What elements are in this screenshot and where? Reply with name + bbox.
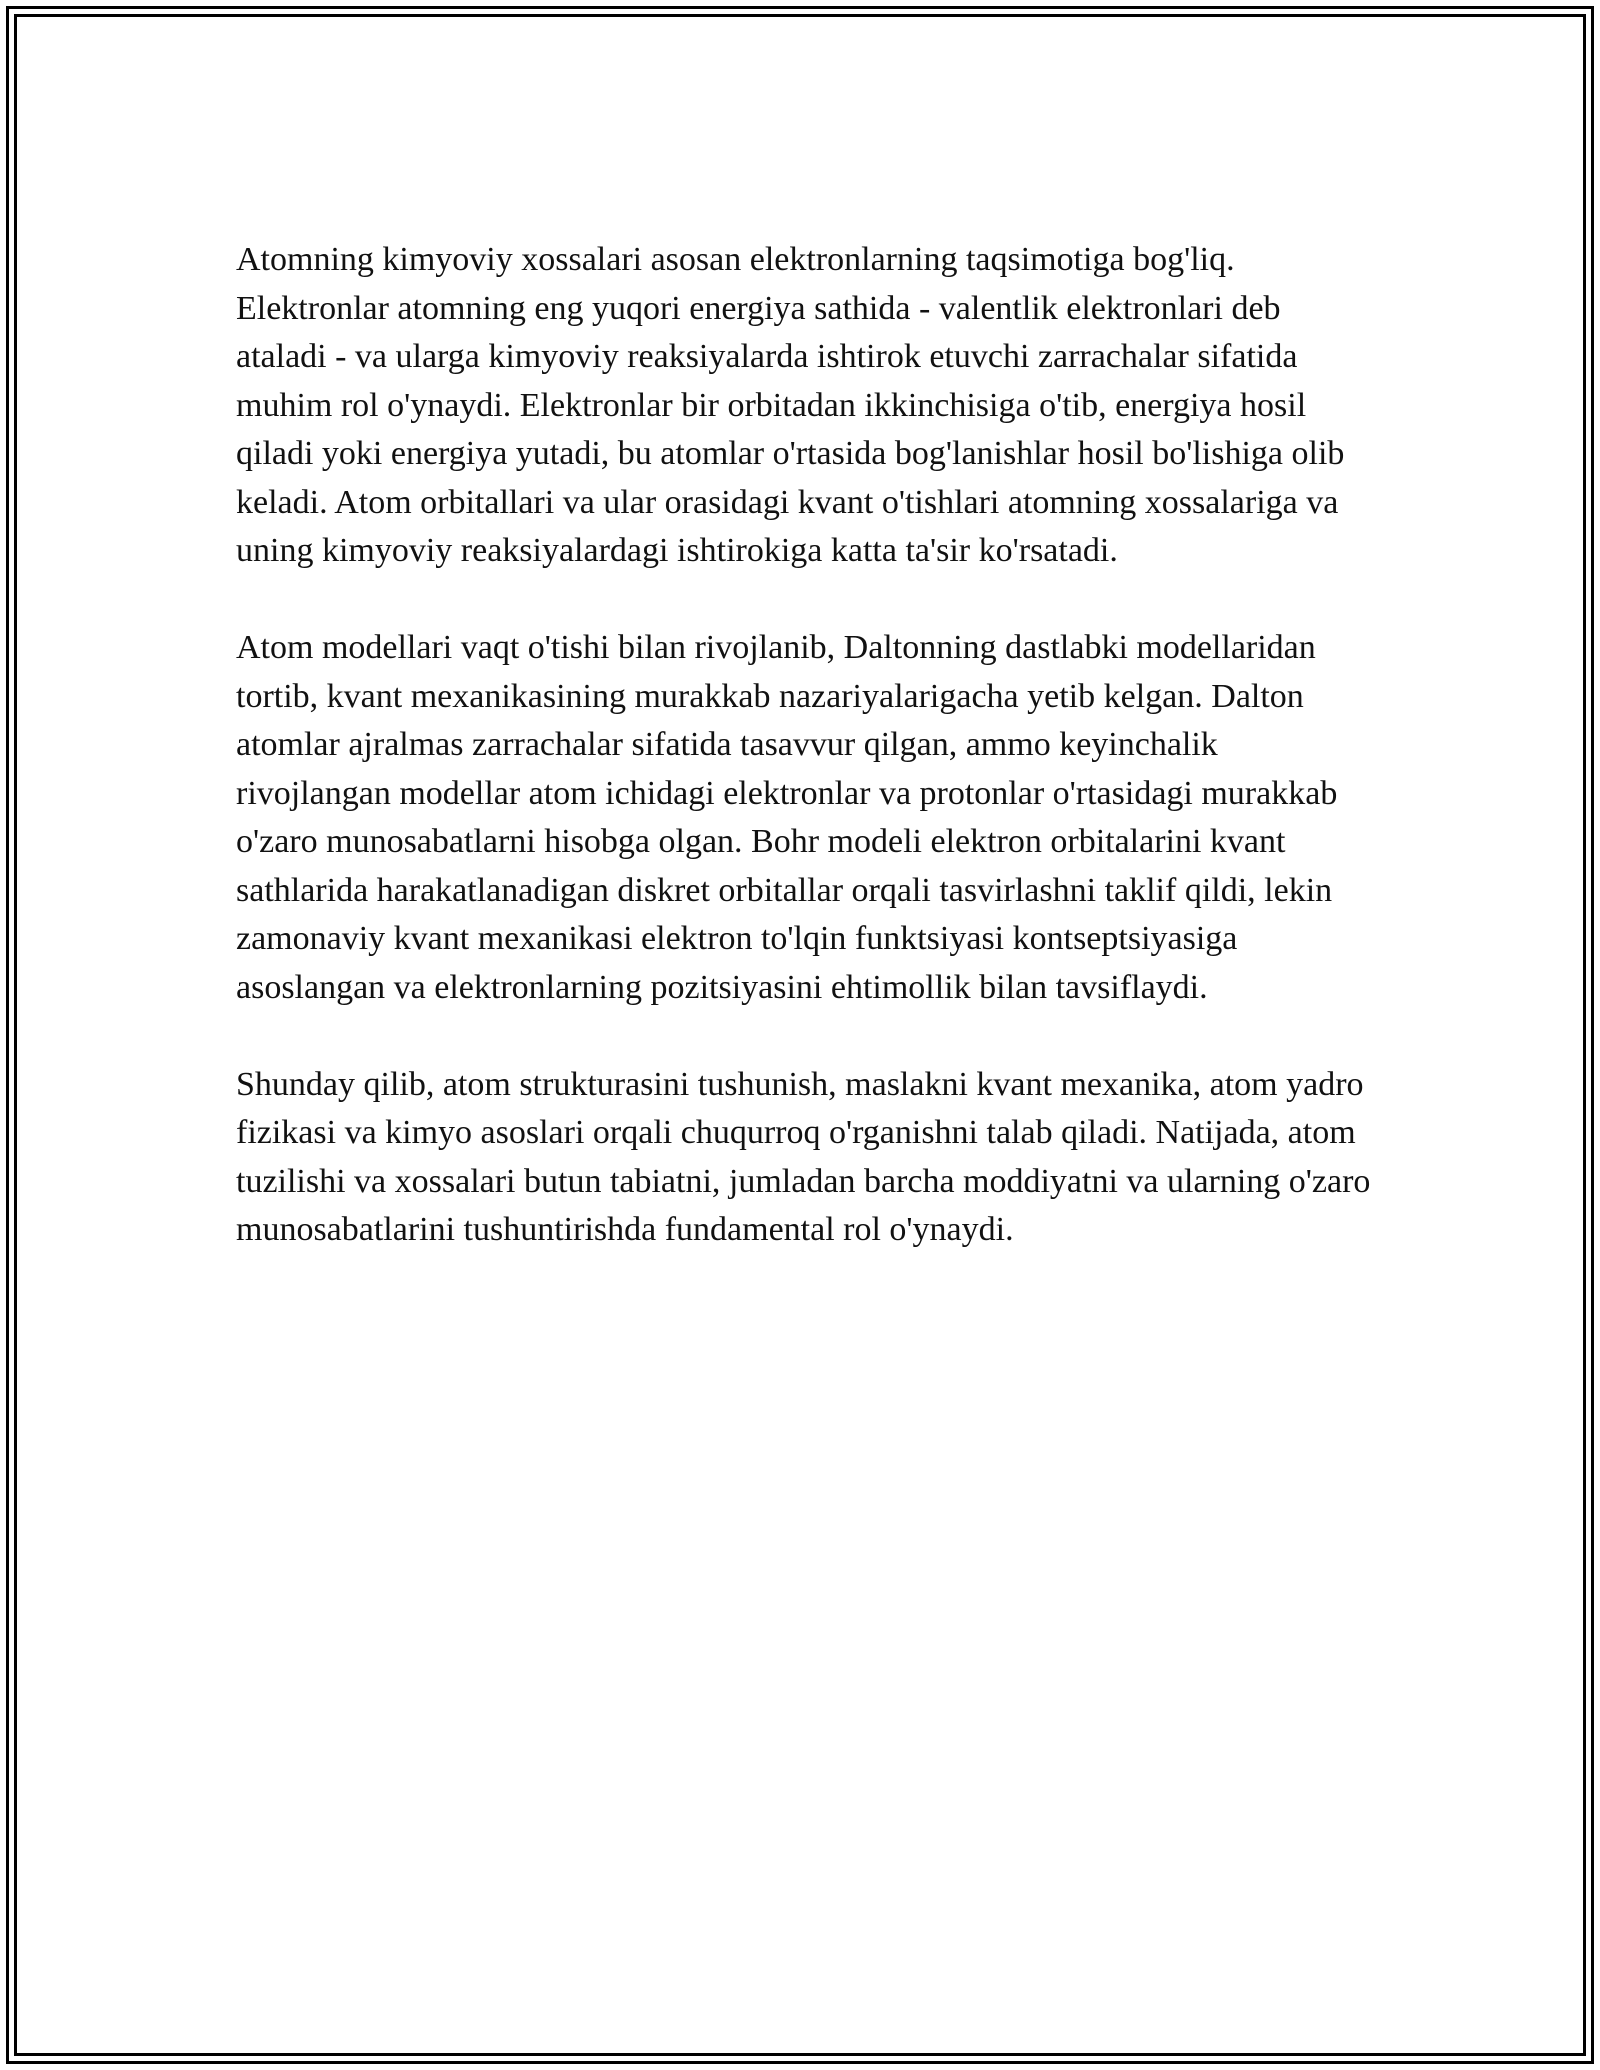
paragraph-1: Atomning kimyoviy xossalari asosan elektronlarning taqsimotiga bog'liq. Elektronlar atomning eng yuqori energiya sathida - valentlik elektronlari deb ataladi - va ularga kimyoviy reaksiyalarda ishtirok etuvchi zarrachalar sifatida muhim rol o'ynaydi. Elektronlar bir orbitadan ikkinchisiga o'tib, energiya hosil qiladi yoki energiya yutadi, bu atomlar o'rtasida bog'lanishlar hosil bo'lishiga olib keladi. Atom orbitallari va ular orasidagi kvant o'tishlari atomning xossalariga va uning kimyoviy reaksiyalardagi ishtirokiga katta ta'sir ko'rsatadi. [236,241,1345,569]
paragraph-3: Shunday qilib, atom strukturasini tushunish, maslakni kvant mexanika, atom yadro fizikasi va kimyo asoslari orqali chuqurroq o'rganishni talab qiladi. Natijada, atom tuzilishi va xossalari butun tabiatni, jumladan barcha moddiyatni va ularning o'zaro munosabatlarini tushuntirishda fundamental rol o'ynaydi. [236,1065,1371,1248]
paragraph-2: Atom modellari vaqt o'tishi bilan rivojlanib, Daltonning dastlabki modellaridan tortib, kvant mexanikasining murakkab nazariyalarigacha yetib kelgan. Dalton atomlar ajralmas zarrachalar sifatida tasavvur qilgan, ammo keyinchalik rivojlangan modellar atom ichidagi elektronlar va protonlar o'rtasidagi murakkab o'zaro munosabatlarni hisobga olgan. Bohr modeli elektron orbitalarini kvant sathlarida harakatlanadigan diskret orbitallar orqali tasvirlashni taklif qildi, lekin zamonaviy kvant mexanikasi elektron to'lqin funktsiyasi kontseptsiyasiga asoslangan va elektronlarning pozitsiyasini ehtimollik bilan tavsiflaydi. [236,629,1338,1006]
document-body [236,236,1376,1303]
